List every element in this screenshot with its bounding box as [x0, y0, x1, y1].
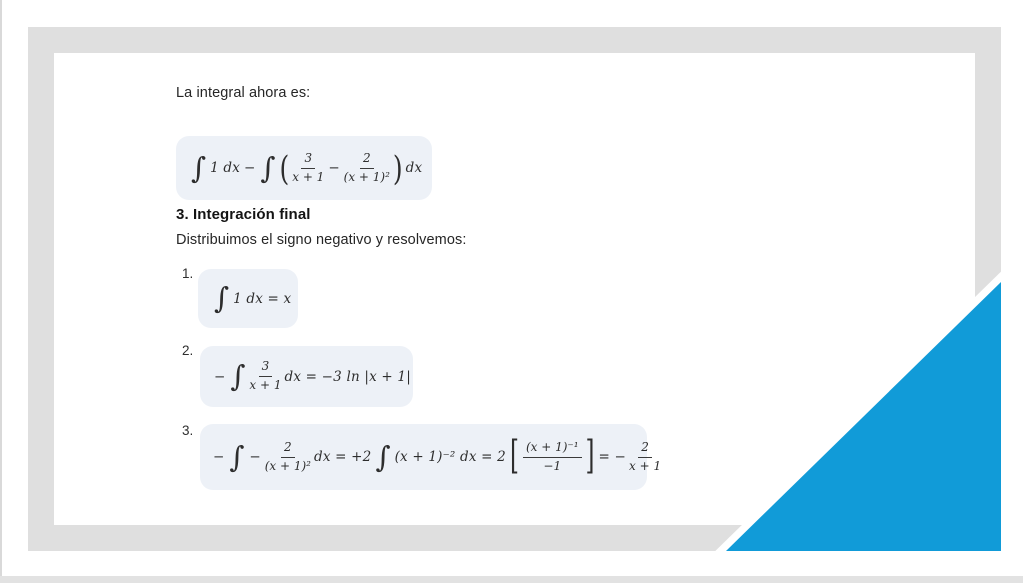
- fraction: [523, 440, 582, 474]
- formula-box-step3: [200, 424, 662, 490]
- math-term: = −: [598, 449, 627, 465]
- section-subtitle: Distribuimos el signo negativo y resolvemos:: [176, 232, 467, 248]
- left-bracket: [: [509, 434, 519, 479]
- integral-sign: ∫: [229, 439, 245, 474]
- math-term: (x + 1)⁻² dx = 2: [394, 449, 506, 465]
- fraction-numerator: 3: [301, 151, 315, 169]
- minus-operator: −: [249, 449, 261, 465]
- formula-step3: [212, 434, 662, 479]
- math-term: dx: [405, 160, 423, 176]
- minus-operator: −: [244, 160, 256, 176]
- formula-box-step2: [200, 346, 413, 407]
- fraction-numerator: 2: [638, 440, 652, 458]
- list-marker-3: 3.: [182, 423, 194, 438]
- integral-sign: ∫: [230, 359, 246, 393]
- fraction-numerator: (x + 1)⁻¹: [523, 440, 582, 458]
- fraction: [344, 151, 390, 185]
- right-bracket: ]: [585, 434, 595, 479]
- math-term: 1 dx: [210, 160, 241, 176]
- fraction-denominator: x + 1: [249, 378, 282, 392]
- section-heading: 3. Integración final: [176, 206, 311, 223]
- integral-sign: ∫: [375, 439, 391, 474]
- fraction-denominator: x + 1: [629, 458, 662, 473]
- fraction: [629, 440, 661, 474]
- fraction-numerator: 2: [360, 151, 374, 169]
- right-paren: ): [392, 148, 403, 188]
- fraction-denominator: x + 1: [292, 169, 325, 184]
- fraction-denominator: (x + 1)²: [343, 169, 390, 184]
- list-marker-1: 1.: [182, 266, 194, 281]
- fraction-denominator: (x + 1)²: [264, 458, 311, 473]
- formula-step2: [213, 359, 411, 393]
- formula-box-step1: [198, 269, 298, 328]
- math-term: 1 dx = x: [233, 290, 292, 307]
- fraction-numerator: 3: [259, 359, 273, 377]
- fraction: [292, 151, 324, 185]
- page-left-edge-line: [0, 0, 2, 583]
- integral-sign: ∫: [214, 281, 230, 315]
- formula-step1: [213, 281, 292, 315]
- fraction-denominator: −1: [543, 458, 562, 473]
- formula-box-main: [176, 136, 432, 200]
- minus-operator: −: [214, 368, 226, 385]
- left-paren: (: [279, 148, 290, 188]
- list-marker-2: 2.: [182, 343, 194, 358]
- minus-operator: −: [213, 449, 225, 465]
- formula-main: [190, 148, 423, 188]
- math-term: dx = −3 ln |x + 1|: [284, 368, 411, 385]
- intro-text: La integral ahora es:: [176, 85, 311, 101]
- integral-sign: ∫: [191, 150, 207, 185]
- math-term: dx = +2: [314, 449, 372, 465]
- fraction-numerator: 2: [281, 440, 295, 458]
- minus-operator: −: [328, 160, 340, 176]
- integral-sign: ∫: [260, 150, 276, 185]
- page-bottom-strip: [0, 576, 1023, 583]
- fraction: [249, 359, 281, 393]
- fraction: [265, 440, 311, 474]
